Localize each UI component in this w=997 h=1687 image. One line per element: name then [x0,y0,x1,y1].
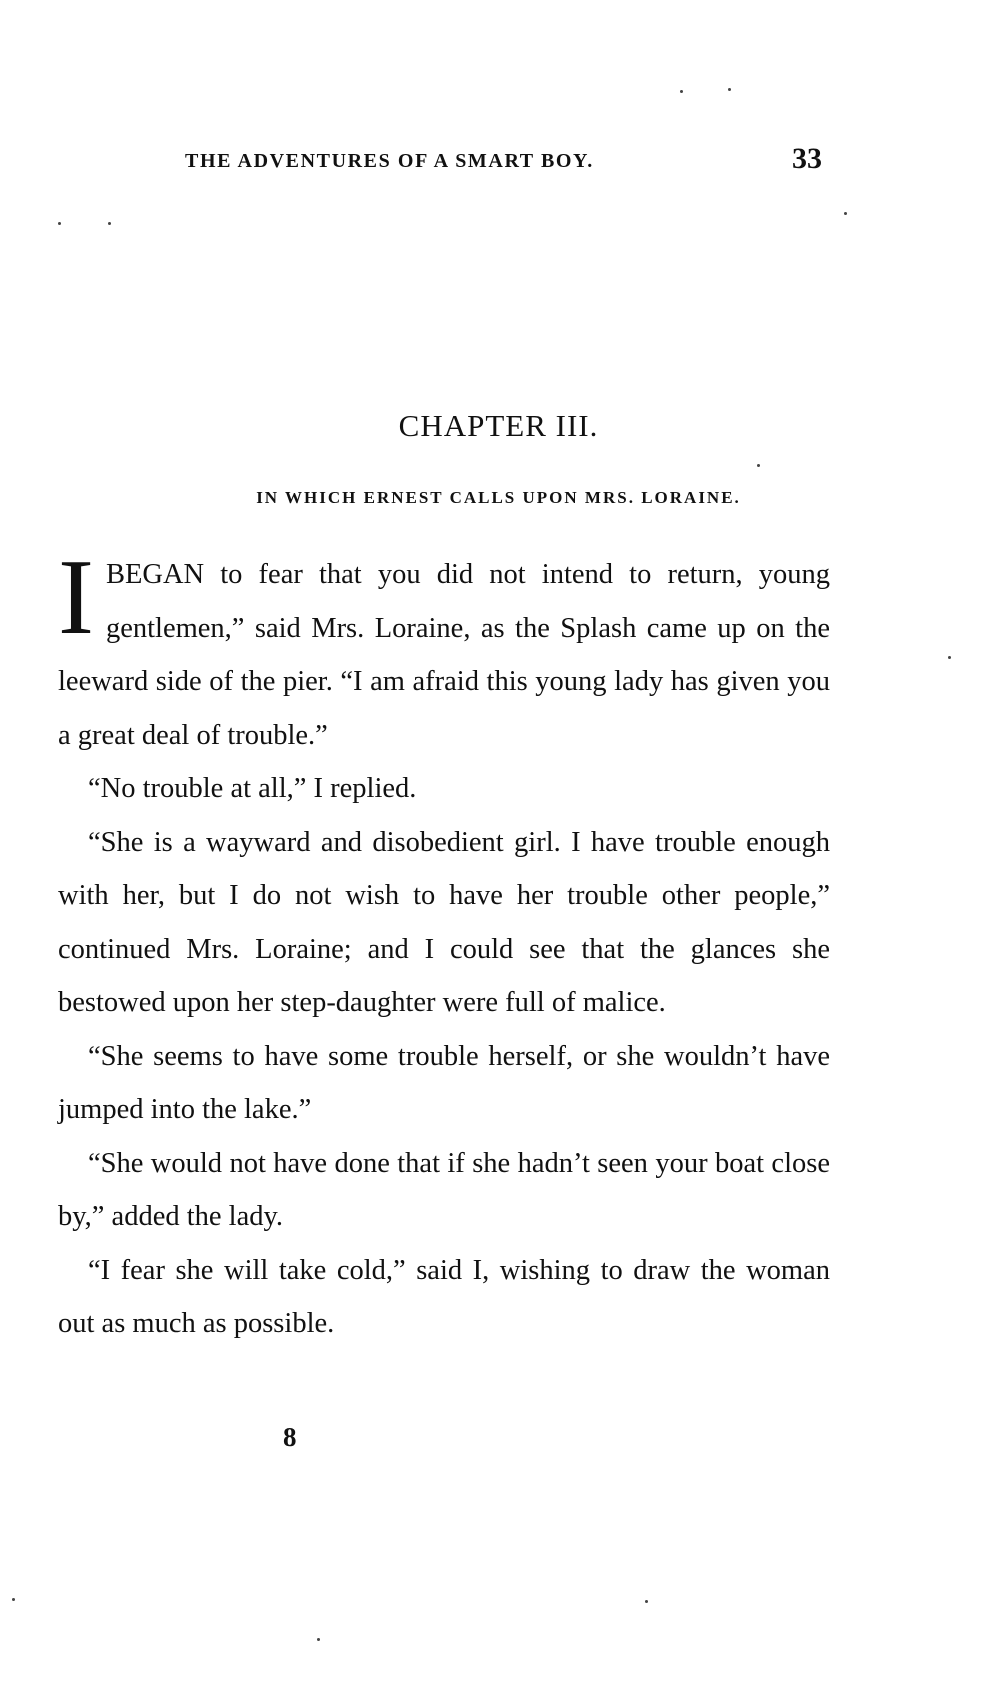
scan-speck [645,1600,648,1603]
scan-speck [108,222,111,225]
scan-speck [12,1598,15,1601]
paragraph: “No trouble at all,” I replied. [88,773,417,804]
drop-cap: I [58,538,94,657]
chapter-title: CHAPTER III. [398,408,599,443]
paragraph: “She seems to have some trouble herself, or she wouldn’t have jumped into the lake.” [58,1040,830,1125]
scan-speck [58,222,61,225]
paragraph: “She is a wayward and disobedient girl. I have trouble enough with her, but I do not wish to have her trouble other people,” continued Mrs. Loraine; and I could see that the glances she bestowed upon her step-daughter were full of malice. [58,826,830,1018]
scan-speck [844,212,847,215]
scan-speck [728,88,731,91]
scan-speck [948,656,951,659]
signature-mark: 8 [283,1422,297,1452]
chapter-subtitle: IN WHICH ERNEST CALLS UPON MRS. LORAINE. [256,488,741,507]
paragraph: “She would not have done that if she hadn’t seen your boat close by,” added the lady. [58,1147,830,1232]
scan-speck [757,464,760,467]
scan-speck [317,1638,320,1641]
paragraph [58,538,830,762]
body-text [58,538,830,1351]
running-head: THE ADVENTURES OF A SMART BOY. [185,150,594,172]
paragraph-text: BEGAN to fear that you did not intend to return, young gentlemen,” said Mrs. Loraine, as the Splash came up on the leeward side of the pier. “I am afraid this young lady has given you a great deal of trouble.” [58,559,830,751]
paragraph: “I fear she will take cold,” said I, wishing to draw the woman out as much as possible. [58,1254,830,1339]
page-number: 33 [792,142,822,175]
scan-speck [680,90,683,93]
